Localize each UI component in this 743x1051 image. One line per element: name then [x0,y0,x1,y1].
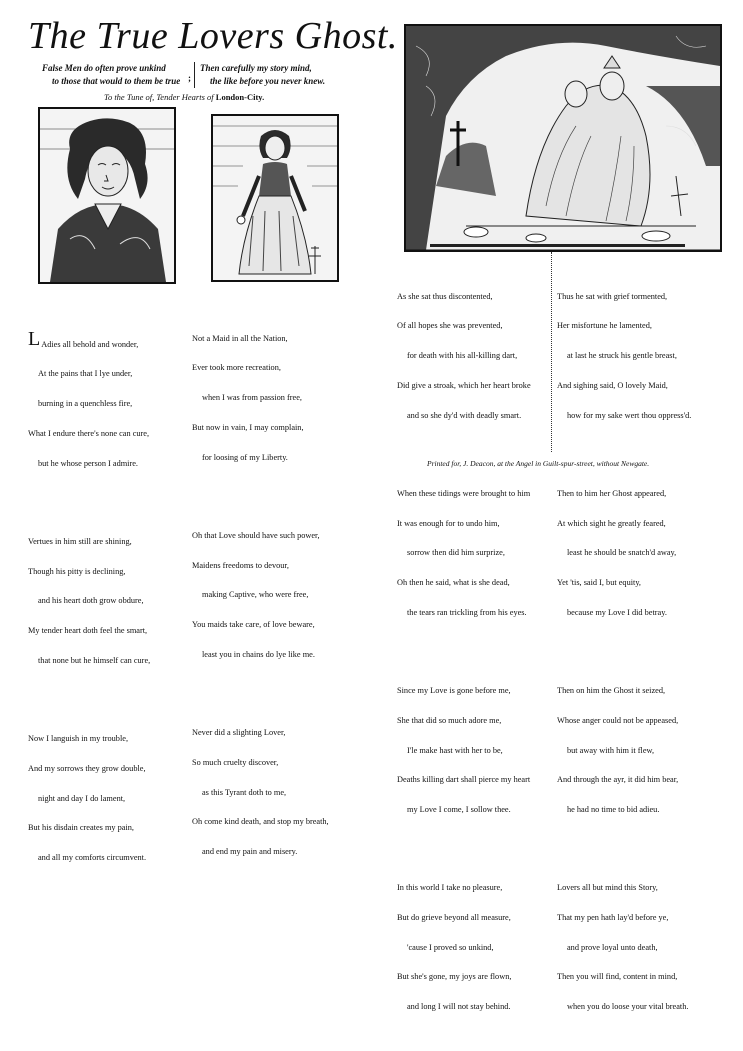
stanza [557,469,737,637]
verse-line: and his heart doth grow obdure, [38,596,144,606]
stanza [28,714,200,882]
verse-line: how for my sake wert thou oppress'd. [567,410,692,420]
verse-line: my Love I come, I sollow thee. [407,804,511,814]
verse-column-4 [557,252,737,1051]
verse-line: But now in vain, I may complain, [192,422,304,432]
verse-line: but he whose person I admire. [38,458,138,468]
stanza [397,469,557,637]
verse-line: Now I languish in my trouble, [28,734,129,744]
verse-line: sorrow then did him surprize, [407,548,505,558]
verse-column-1 [28,300,200,902]
verse-line: She that did so much adore me, [397,715,502,725]
stanza [557,666,737,834]
verse-line: Never did a slighting Lover, [192,728,286,738]
stanza [397,863,557,1031]
verse-line: But do grieve beyond all measure, [397,913,511,922]
imprint: Printed for, J. Deacon, at the Angel in Guilt-spur-street, without Newgate. [427,459,650,468]
verse-line: making Captive, who were free, [202,590,309,600]
verse-line: Did give a stroak, which her heart broke [397,380,531,390]
verse-line: As she sat thus discontented, [397,291,493,301]
verse-line: when I was from passion free, [202,393,302,403]
verse-line: Her misfortune he lamented, [557,321,652,331]
verse-line: for loosing of my Liberty. [202,452,288,462]
subtitle-divider [194,62,196,88]
verse-line: My tender heart doth feel the smart, [28,626,148,635]
subtitle-left [40,62,180,88]
stanza [397,666,557,834]
subtitle-right [200,62,325,88]
verse-line: In this world I take no pleasure, [397,883,503,893]
verse-line: But his disdain creates my pain, [28,823,134,833]
verse-line: 'cause I proved so unkind, [407,942,494,952]
verse-line: You maids take care, of love beware, [192,620,315,629]
verse-line: and so she dy'd with deadly smart. [407,410,522,420]
verse-line: Then you will find, content in mind, [557,972,678,982]
dropcap: L [28,327,41,350]
verse-line: Ever took more recreation, [192,363,281,373]
verse-line: When these tidings were brought to him [397,488,531,498]
verse-line: he had no time to bid adieu. [567,804,660,814]
stanza [28,320,200,488]
page-title: The True Lovers Ghost. [28,15,398,57]
verse-line: Then to him her Ghost appeared, [557,488,667,498]
woodcut-ghost-scene-image [404,24,722,252]
subtitle-left-line1: False Men do often prove unkind [42,63,166,73]
verse-line: And through the ayr, it did him bear, [557,775,679,785]
verse-line: Of all hopes she was prevented, [397,321,503,331]
verse-line: for death with his all-killing dart, [407,351,518,361]
tune-name: London-City. [215,92,265,102]
verse-line: What I endure there's none can cure, [28,428,150,438]
verse-line: when you do loose your vital breath. [567,1002,689,1012]
subtitle-right-line1: Then carefully my story mind, [200,63,312,73]
verse-line: at last he struck his gentle breast, [567,351,677,361]
verse-line: least you in chains do lye like me. [202,649,315,659]
tune-line [104,92,264,102]
verse-line: and end my pain and misery. [202,846,298,856]
verse-line: Oh then he said, what is she dead, [397,578,510,587]
verse-line: And my sorrows they grow double, [28,763,146,773]
stanza [397,272,557,440]
verse-column-2 [192,294,372,896]
stanza [192,708,372,876]
verse-line: Since my Love is gone before me, [397,686,511,696]
verse-line: And sighing said, O lovely Maid, [557,380,668,390]
verse-line: Whose anger could not be appeased, [557,715,679,725]
verse-line: Deaths killing dart shall pierce my heart [397,775,531,785]
woodcut-lady-image [211,114,339,282]
stanza [28,517,200,685]
verse-line: Then on him the Ghost it seized, [557,686,666,696]
verse-line: Vertues in him still are shining, [28,536,132,546]
verse-line: the tears ran trickling from his eyes. [407,607,527,617]
verse-column-3 [397,252,557,1051]
verse-line: I'le make hast with her to be, [407,745,503,755]
verse-line: Lovers all but mind this Story, [557,883,658,893]
stanza [192,314,372,482]
verse-line: Though his pitty is declining, [28,566,126,576]
stanza [192,511,372,679]
verse-line: So much cruelty discover, [192,757,279,767]
verse-line: and long I will not stay behind. [407,1002,511,1012]
verse-line: At which sight he greatly feared, [557,518,666,528]
decorative-staff [430,244,685,247]
stanza [557,863,737,1031]
verse-line: Maidens freedoms to devour, [192,560,289,570]
verse-line: Not a Maid in all the Nation, [192,333,288,343]
verse-line: and all my comforts circumvent. [38,852,147,862]
verse-line: Adies all behold and wonder, [41,339,139,349]
verse-line: but away with him it flew, [567,745,655,755]
subtitle-separator: ; [188,73,191,83]
verse-line: because my Love I did betray. [567,607,667,617]
tune-prefix: To the Tune of, Tender Hearts of [104,92,214,102]
verse-line: least he should be snatch'd away, [567,548,677,558]
verse-line: as this Tyrant doth to me, [202,787,287,797]
verse-line: that none but he himself can cure, [38,655,151,665]
stanza [557,272,737,440]
verse-line: It was enough for to undo him, [397,518,500,528]
verse-line: night and day I do lament, [38,793,126,803]
verse-line: Oh come kind death, and stop my breath, [192,817,329,827]
verse-line: At the pains that I lye under, [38,369,133,379]
verse-line: Thus he sat with grief tormented, [557,291,668,301]
subtitle-right-line2: the like before you never knew. [210,76,326,86]
verse-line: But she's gone, my joys are flown, [397,972,512,982]
verse-line: Yet 'tis, said I, but equity, [557,578,642,587]
woodcut-gentleman-image [38,107,176,284]
verse-line: Oh that Love should have such power, [192,530,320,540]
column-divider [551,252,552,452]
verse-line: That my pen hath lay'd before ye, [557,913,669,922]
subtitle-left-line2: to those that would to them be true [52,76,181,86]
verse-line: burning in a quenchless fire, [38,399,133,409]
verse-line: and prove loyal unto death, [567,942,658,952]
